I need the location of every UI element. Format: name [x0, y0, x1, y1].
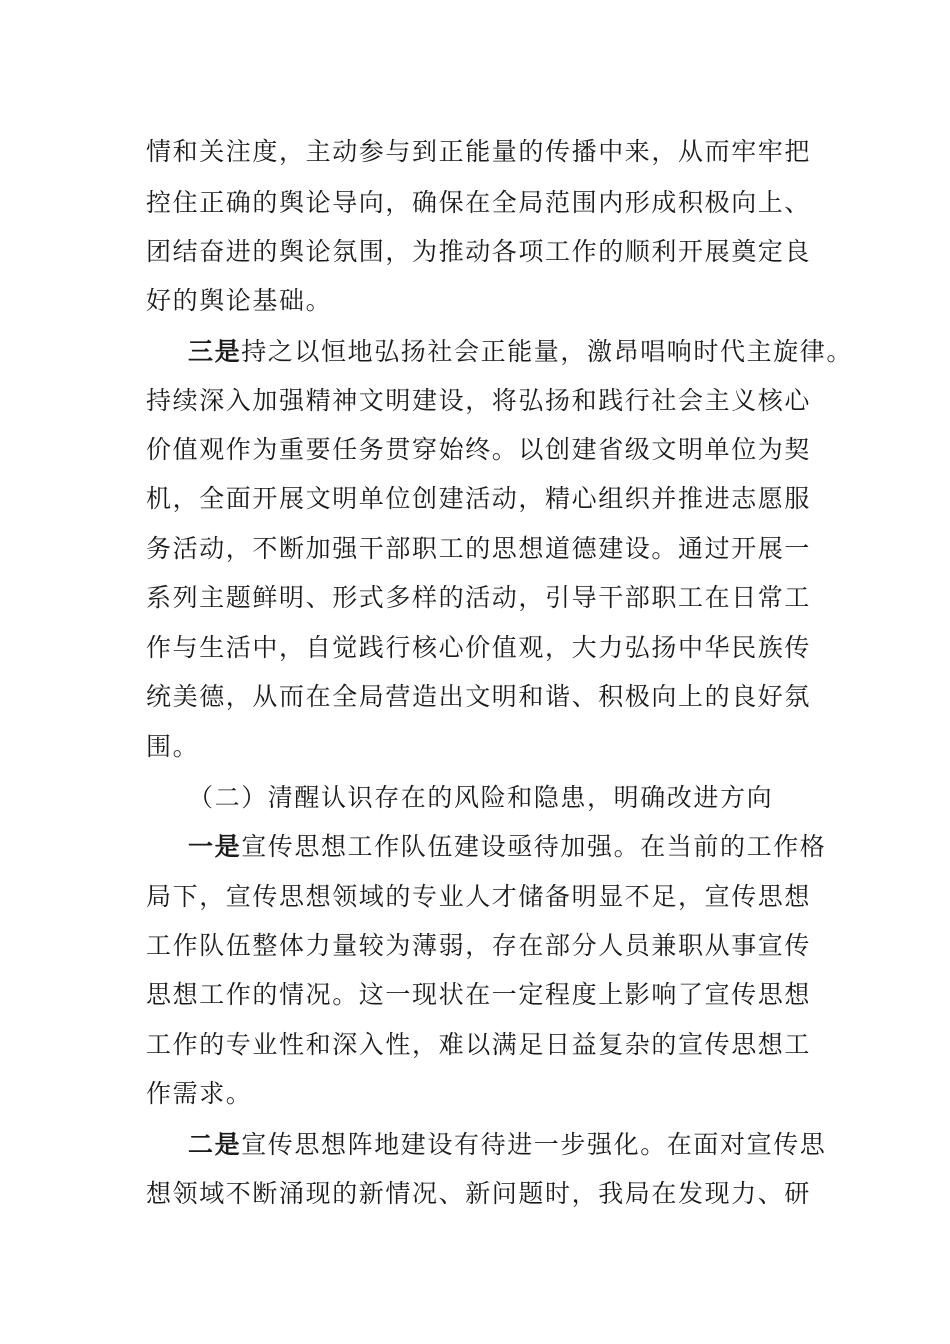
line-text: 务活动，不断加强干部职工的思想道德建设。通过开展一 — [146, 534, 812, 563]
line-text: 围。 — [146, 732, 200, 761]
line-text: 作与生活中，自觉践行核心价值观，大力弘扬中华民族传 — [146, 633, 812, 662]
line-text: 工作队伍整体力量较为薄弱，存在部分人员兼职从事宣传 — [146, 931, 812, 960]
text-line-10 — [146, 573, 811, 623]
text-line-17 — [146, 921, 811, 971]
heading-text: （二）清醒认识存在的风险和隐患，明确改进方向 — [188, 783, 774, 812]
text-line-18 — [146, 970, 811, 1020]
text-line-22 — [146, 1169, 811, 1219]
text-line-13 — [146, 722, 199, 772]
line-text: 价值观作为重要任务贯穿始终。以创建省级文明单位为契 — [146, 435, 812, 464]
text-line-2 — [146, 178, 811, 228]
text-line-7 — [146, 425, 811, 475]
text-line-3 — [146, 227, 811, 277]
text-line-16 — [146, 872, 811, 922]
line-text: 工作的专业性和深入性，难以满足日益复杂的宣传思想工 — [146, 1030, 812, 1059]
text-line-11 — [146, 623, 811, 673]
text-line-4 — [146, 276, 332, 326]
text-line-8 — [146, 474, 811, 524]
line-text: 持续深入加强精神文明建设，将弘扬和践行社会主义核心 — [146, 386, 812, 415]
text-line-19 — [146, 1020, 811, 1070]
text-line-12 — [146, 672, 811, 722]
line-text: 好的舆论基础。 — [146, 286, 333, 315]
line-text: 作需求。 — [146, 1079, 253, 1108]
line-text: 想领域不断涌现的新情况、新问题时，我局在发现力、研 — [146, 1179, 812, 1208]
line-text: 情和关注度，主动参与到正能量的传播中来，从而牢牢把 — [146, 137, 812, 166]
line-text: 思想工作的情况。这一现状在一定程度上影响了宣传思想 — [146, 980, 812, 1009]
line-text: 控住正确的舆论导向，确保在全局范围内形成积极向上、 — [146, 188, 812, 217]
paragraph-lead: 三是 — [188, 337, 242, 366]
paragraph-two-start — [188, 1120, 826, 1170]
paragraph-one-start — [188, 822, 826, 872]
text-line-6 — [146, 376, 811, 426]
line-text: 宣传思想工作队伍建设亟待加强。在当前的工作格 — [241, 832, 827, 861]
line-text: 统美德，从而在全局营造出文明和谐、积极向上的良好氛 — [146, 682, 812, 711]
line-text: 宣传思想阵地建设有待进一步强化。在面对宣传思 — [241, 1130, 827, 1159]
section-heading — [188, 773, 773, 823]
paragraph-three-start — [188, 327, 853, 377]
paragraph-lead: 二是 — [188, 1130, 242, 1159]
text-line-9 — [146, 524, 811, 574]
line-text: 持之以恒地弘扬社会正能量，激昂唱响时代主旋律。 — [241, 337, 854, 366]
text-line-1 — [146, 127, 811, 177]
line-text: 机，全面开展文明单位创建活动，精心组织并推进志愿服 — [146, 484, 812, 513]
line-text: 系列主题鲜明、形式多样的活动，引导干部职工在日常工 — [146, 583, 812, 612]
line-text: 团结奋进的舆论氛围，为推动各项工作的顺利开展奠定良 — [146, 237, 812, 266]
text-line-20 — [146, 1069, 252, 1119]
paragraph-lead: 一是 — [188, 832, 242, 861]
line-text: 局下，宣传思想领域的专业人才储备明显不足，宣传思想 — [146, 882, 812, 911]
